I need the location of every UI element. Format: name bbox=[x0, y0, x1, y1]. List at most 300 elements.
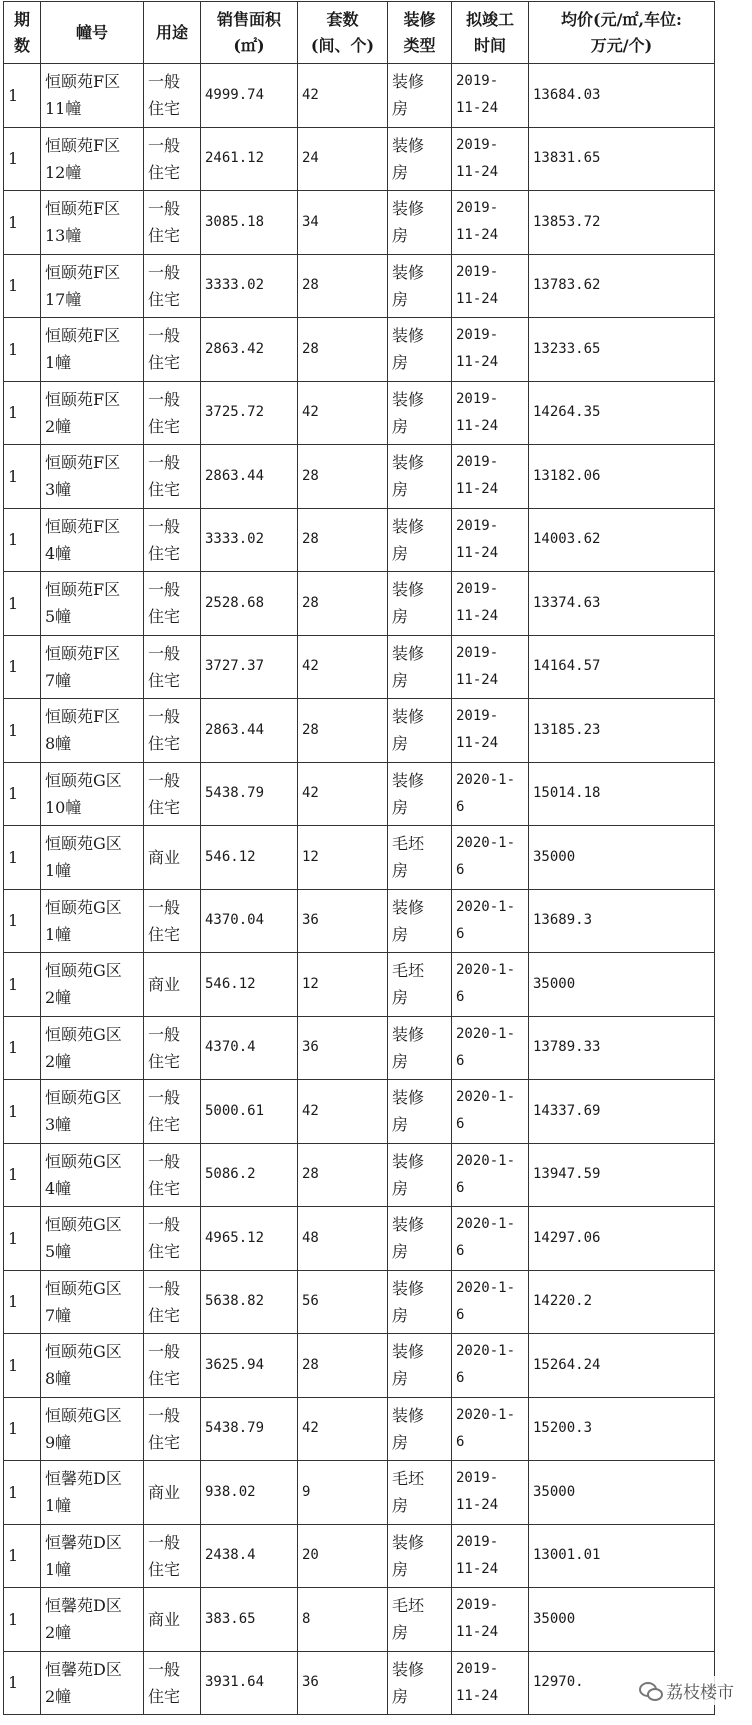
cell-decoration-text: 装修 bbox=[392, 72, 425, 92]
watermark bbox=[635, 1676, 738, 1705]
header-building bbox=[41, 2, 144, 64]
cell-phase-text: 1 bbox=[8, 1546, 19, 1566]
cell-usage-text: 一般 bbox=[148, 199, 181, 219]
cell-completion-text: 2019- bbox=[456, 644, 499, 661]
cell-avg-price bbox=[529, 826, 715, 890]
cell-decoration-text: 毛坯 bbox=[392, 834, 425, 854]
cell-usage bbox=[144, 1524, 201, 1588]
cell-completion-text: 2019- bbox=[456, 73, 499, 90]
cell-decoration bbox=[388, 1651, 452, 1715]
cell-units-text: 42 bbox=[302, 785, 319, 802]
cell-area bbox=[201, 1080, 298, 1144]
cell-building bbox=[41, 762, 144, 826]
cell-units-text: 36 bbox=[302, 1039, 319, 1056]
cell-area-text: 4999.74 bbox=[205, 86, 265, 103]
cell-usage bbox=[144, 889, 201, 953]
cell-avg-price-text: 13853.72 bbox=[533, 213, 601, 230]
cell-avg-price bbox=[529, 1524, 715, 1588]
cell-avg-price bbox=[529, 1270, 715, 1334]
cell-completion bbox=[452, 254, 529, 318]
cell-building-text: 2幢 bbox=[45, 1051, 72, 1071]
cell-usage-text: 住宅 bbox=[148, 1051, 181, 1071]
cell-building-text: 恒颐苑G区 bbox=[45, 1405, 122, 1425]
cell-units bbox=[298, 1588, 388, 1652]
table-row bbox=[4, 1016, 715, 1080]
cell-building bbox=[41, 1524, 144, 1588]
cell-decoration-text: 房 bbox=[392, 1559, 409, 1579]
cell-units-text: 24 bbox=[302, 150, 319, 167]
cell-completion bbox=[452, 1461, 529, 1525]
cell-phase-text: 1 bbox=[8, 974, 19, 994]
cell-building-text: 恒颐苑F区 bbox=[45, 643, 121, 663]
cell-building bbox=[41, 1270, 144, 1334]
cell-building bbox=[41, 1334, 144, 1398]
cell-area-text: 3333.02 bbox=[205, 531, 265, 548]
header-decoration bbox=[388, 2, 452, 64]
cell-usage-text: 住宅 bbox=[148, 1178, 181, 1198]
cell-avg-price bbox=[529, 254, 715, 318]
cell-building-text: 5幢 bbox=[45, 1242, 72, 1262]
table-row bbox=[4, 826, 715, 890]
header-area bbox=[201, 2, 298, 64]
cell-usage-text: 住宅 bbox=[148, 607, 181, 627]
cell-usage-text: 商业 bbox=[148, 1482, 181, 1502]
table-row bbox=[4, 1143, 715, 1207]
cell-usage bbox=[144, 1143, 201, 1207]
cell-completion-text: 11-24 bbox=[456, 544, 499, 561]
cell-building-text: 恒馨苑D区 bbox=[45, 1469, 122, 1489]
cell-units-text: 42 bbox=[302, 1420, 319, 1437]
cell-phase-text: 1 bbox=[8, 339, 19, 359]
cell-decoration bbox=[388, 254, 452, 318]
cell-units bbox=[298, 1524, 388, 1588]
cell-completion-text: 6 bbox=[456, 925, 465, 942]
cell-decoration-text: 装修 bbox=[392, 1215, 425, 1235]
cell-decoration bbox=[388, 762, 452, 826]
cell-avg-price bbox=[529, 572, 715, 636]
table-body bbox=[4, 64, 715, 1715]
cell-units-text: 28 bbox=[302, 277, 319, 294]
cell-building bbox=[41, 1207, 144, 1271]
cell-usage-text: 住宅 bbox=[148, 924, 181, 944]
cell-completion-text: 6 bbox=[456, 1052, 465, 1069]
cell-phase bbox=[4, 1588, 41, 1652]
header-text: 期 bbox=[13, 9, 30, 29]
cell-units-text: 28 bbox=[302, 340, 319, 357]
cell-completion-text: 6 bbox=[456, 798, 465, 815]
cell-usage-text: 一般 bbox=[148, 1215, 181, 1235]
cell-avg-price bbox=[529, 381, 715, 445]
cell-area-text: 3333.02 bbox=[205, 277, 265, 294]
cell-completion-text: 6 bbox=[456, 1433, 465, 1450]
cell-avg-price bbox=[529, 1334, 715, 1398]
cell-area-text: 2863.44 bbox=[205, 467, 265, 484]
cell-completion-text: 2020-1- bbox=[456, 1279, 516, 1296]
cell-usage-text: 一般 bbox=[148, 262, 181, 282]
cell-usage-text: 住宅 bbox=[148, 416, 181, 436]
cell-building bbox=[41, 1651, 144, 1715]
cell-phase bbox=[4, 127, 41, 191]
cell-avg-price-text: 13684.03 bbox=[533, 86, 601, 103]
cell-phase bbox=[4, 1270, 41, 1334]
cell-units bbox=[298, 254, 388, 318]
cell-completion-text: 6 bbox=[456, 1116, 465, 1133]
cell-decoration-text: 装修 bbox=[392, 897, 425, 917]
cell-usage-text: 一般 bbox=[148, 1342, 181, 1362]
cell-building-text: 恒颐苑G区 bbox=[45, 1088, 122, 1108]
cell-usage-text: 一般 bbox=[148, 1024, 181, 1044]
cell-avg-price bbox=[529, 508, 715, 572]
cell-phase bbox=[4, 508, 41, 572]
cell-area-text: 383.65 bbox=[205, 1610, 256, 1627]
cell-building-text: 恒颐苑F区 bbox=[45, 516, 121, 536]
cell-decoration-text: 房 bbox=[392, 1115, 409, 1135]
cell-decoration-text: 装修 bbox=[392, 135, 425, 155]
cell-decoration-text: 毛坯 bbox=[392, 1596, 425, 1616]
cell-completion bbox=[452, 64, 529, 128]
cell-building-text: 9幢 bbox=[45, 1432, 72, 1452]
cell-completion-text: 11-24 bbox=[456, 417, 499, 434]
cell-completion-text: 11-24 bbox=[456, 1624, 499, 1641]
header-usage bbox=[144, 2, 201, 64]
cell-building bbox=[41, 572, 144, 636]
cell-area bbox=[201, 381, 298, 445]
cell-decoration bbox=[388, 1524, 452, 1588]
cell-area bbox=[201, 889, 298, 953]
cell-units-text: 36 bbox=[302, 1674, 319, 1691]
cell-building bbox=[41, 508, 144, 572]
cell-avg-price-text: 14264.35 bbox=[533, 404, 601, 421]
cell-avg-price bbox=[529, 762, 715, 826]
cell-decoration-text: 装修 bbox=[392, 1659, 425, 1679]
cell-units bbox=[298, 127, 388, 191]
cell-usage bbox=[144, 127, 201, 191]
header-text: 类型 bbox=[403, 35, 436, 55]
cell-building-text: 12幢 bbox=[45, 162, 82, 182]
cell-phase-text: 1 bbox=[8, 1292, 19, 1312]
cell-usage-text: 住宅 bbox=[148, 289, 181, 309]
cell-avg-price-text: 35000 bbox=[533, 1610, 576, 1627]
cell-units bbox=[298, 953, 388, 1017]
cell-phase bbox=[4, 254, 41, 318]
cell-decoration-text: 装修 bbox=[392, 1342, 425, 1362]
cell-avg-price-text: 13185.23 bbox=[533, 721, 601, 738]
wechat-icon bbox=[639, 1682, 661, 1700]
cell-area bbox=[201, 127, 298, 191]
cell-phase bbox=[4, 191, 41, 255]
cell-phase bbox=[4, 445, 41, 509]
cell-building-text: 1幢 bbox=[45, 353, 72, 373]
cell-area bbox=[201, 953, 298, 1017]
cell-usage-text: 住宅 bbox=[148, 1115, 181, 1135]
cell-completion-text: 11-24 bbox=[456, 735, 499, 752]
header-text: (㎡) bbox=[233, 35, 265, 55]
cell-usage-text: 一般 bbox=[148, 516, 181, 536]
cell-phase bbox=[4, 1016, 41, 1080]
cell-units bbox=[298, 699, 388, 763]
cell-decoration-text: 房 bbox=[392, 99, 409, 119]
cell-building bbox=[41, 1143, 144, 1207]
cell-decoration-text: 房 bbox=[392, 1178, 409, 1198]
table-row bbox=[4, 381, 715, 445]
cell-area bbox=[201, 1397, 298, 1461]
cell-avg-price-text: 13001.01 bbox=[533, 1547, 601, 1564]
cell-area-text: 5638.82 bbox=[205, 1293, 265, 1310]
cell-phase bbox=[4, 1334, 41, 1398]
cell-units-text: 28 bbox=[302, 531, 319, 548]
cell-decoration bbox=[388, 318, 452, 382]
cell-decoration-text: 装修 bbox=[392, 326, 425, 346]
cell-units-text: 42 bbox=[302, 86, 319, 103]
cell-decoration-text: 房 bbox=[392, 543, 409, 563]
cell-building-text: 5幢 bbox=[45, 607, 72, 627]
cell-building bbox=[41, 1016, 144, 1080]
cell-building-text: 恒颐苑F区 bbox=[45, 326, 121, 346]
cell-completion-text: 6 bbox=[456, 1243, 465, 1260]
cell-decoration bbox=[388, 1080, 452, 1144]
cell-avg-price-text: 35000 bbox=[533, 1483, 576, 1500]
cell-completion-text: 2020-1- bbox=[456, 771, 516, 788]
cell-avg-price-text: 14337.69 bbox=[533, 1102, 601, 1119]
cell-completion-text: 2019- bbox=[456, 517, 499, 534]
cell-units bbox=[298, 1270, 388, 1334]
cell-usage-text: 一般 bbox=[148, 326, 181, 346]
cell-building bbox=[41, 445, 144, 509]
table-row bbox=[4, 1080, 715, 1144]
cell-building-text: 1幢 bbox=[45, 924, 72, 944]
cell-units-text: 20 bbox=[302, 1547, 319, 1564]
cell-area-text: 4370.04 bbox=[205, 912, 265, 929]
cell-completion bbox=[452, 1270, 529, 1334]
cell-decoration-text: 房 bbox=[392, 1686, 409, 1706]
cell-units-text: 9 bbox=[302, 1483, 311, 1500]
cell-avg-price-text: 12970. bbox=[533, 1674, 584, 1691]
cell-building bbox=[41, 635, 144, 699]
cell-phase bbox=[4, 889, 41, 953]
cell-usage-text: 一般 bbox=[148, 453, 181, 473]
cell-area bbox=[201, 572, 298, 636]
cell-completion-text: 2020-1- bbox=[456, 835, 516, 852]
cell-decoration-text: 房 bbox=[392, 416, 409, 436]
cell-completion-text: 11-24 bbox=[456, 290, 499, 307]
cell-area-text: 3727.37 bbox=[205, 658, 265, 675]
cell-decoration-text: 装修 bbox=[392, 1024, 425, 1044]
cell-area-text: 938.02 bbox=[205, 1483, 256, 1500]
cell-units-text: 28 bbox=[302, 721, 319, 738]
cell-avg-price-text: 14297.06 bbox=[533, 1229, 601, 1246]
cell-avg-price bbox=[529, 1461, 715, 1525]
cell-decoration bbox=[388, 1207, 452, 1271]
cell-units bbox=[298, 1397, 388, 1461]
table-row bbox=[4, 445, 715, 509]
cell-avg-price-text: 35000 bbox=[533, 848, 576, 865]
cell-phase-text: 1 bbox=[8, 847, 19, 867]
cell-phase bbox=[4, 572, 41, 636]
header-text: 时间 bbox=[473, 35, 506, 55]
cell-decoration-text: 装修 bbox=[392, 1151, 425, 1171]
cell-completion-text: 2020-1- bbox=[456, 1406, 516, 1423]
cell-area-text: 2528.68 bbox=[205, 594, 265, 611]
cell-avg-price-text: 13831.65 bbox=[533, 150, 601, 167]
cell-usage-text: 一般 bbox=[148, 1151, 181, 1171]
cell-decoration-text: 装修 bbox=[392, 453, 425, 473]
cell-units bbox=[298, 1080, 388, 1144]
cell-completion bbox=[452, 1080, 529, 1144]
cell-usage-text: 一般 bbox=[148, 135, 181, 155]
cell-usage-text: 住宅 bbox=[148, 1686, 181, 1706]
cell-decoration bbox=[388, 127, 452, 191]
cell-completion-text: 2019- bbox=[456, 1660, 499, 1677]
cell-decoration-text: 装修 bbox=[392, 1278, 425, 1298]
cell-phase-text: 1 bbox=[8, 276, 19, 296]
cell-usage bbox=[144, 254, 201, 318]
cell-area bbox=[201, 254, 298, 318]
cell-decoration-text: 房 bbox=[392, 670, 409, 690]
cell-completion-text: 2019- bbox=[456, 581, 499, 598]
cell-units-text: 28 bbox=[302, 1166, 319, 1183]
cell-building-text: 恒颐苑G区 bbox=[45, 1024, 122, 1044]
cell-decoration bbox=[388, 699, 452, 763]
cell-avg-price bbox=[529, 1588, 715, 1652]
cell-avg-price-text: 13374.63 bbox=[533, 594, 601, 611]
cell-usage bbox=[144, 381, 201, 445]
cell-units bbox=[298, 1651, 388, 1715]
cell-avg-price bbox=[529, 1016, 715, 1080]
cell-area-text: 3931.64 bbox=[205, 1674, 265, 1691]
cell-completion-text: 6 bbox=[456, 862, 465, 879]
cell-phase-text: 1 bbox=[8, 85, 19, 105]
cell-completion-text: 11-24 bbox=[456, 163, 499, 180]
cell-completion-text: 2019- bbox=[456, 390, 499, 407]
cell-decoration bbox=[388, 1461, 452, 1525]
cell-completion bbox=[452, 1143, 529, 1207]
cell-usage bbox=[144, 826, 201, 890]
cell-avg-price bbox=[529, 1080, 715, 1144]
cell-phase-text: 1 bbox=[8, 593, 19, 613]
cell-phase-text: 1 bbox=[8, 149, 19, 169]
cell-area-text: 2461.12 bbox=[205, 150, 265, 167]
cell-completion bbox=[452, 1016, 529, 1080]
cell-completion-text: 6 bbox=[456, 1370, 465, 1387]
cell-area-text: 2438.4 bbox=[205, 1547, 256, 1564]
cell-area-text: 3625.94 bbox=[205, 1356, 265, 1373]
cell-phase-text: 1 bbox=[8, 720, 19, 740]
cell-usage bbox=[144, 1080, 201, 1144]
cell-decoration-text: 装修 bbox=[392, 1532, 425, 1552]
cell-completion-text: 11-24 bbox=[456, 100, 499, 117]
cell-decoration-text: 房 bbox=[392, 226, 409, 246]
cell-usage-text: 住宅 bbox=[148, 226, 181, 246]
cell-avg-price-text: 15264.24 bbox=[533, 1356, 601, 1373]
cell-units-text: 42 bbox=[302, 404, 319, 421]
table-row bbox=[4, 1397, 715, 1461]
header-text: 用途 bbox=[155, 22, 188, 42]
cell-completion-text: 2019- bbox=[456, 136, 499, 153]
cell-building-text: 2幢 bbox=[45, 416, 72, 436]
cell-completion-text: 2019- bbox=[456, 1597, 499, 1614]
cell-decoration-text: 房 bbox=[392, 607, 409, 627]
cell-usage-text: 住宅 bbox=[148, 1305, 181, 1325]
cell-area bbox=[201, 1651, 298, 1715]
cell-phase bbox=[4, 64, 41, 128]
cell-building-text: 1幢 bbox=[45, 1496, 72, 1516]
cell-building-text: 恒颐苑F区 bbox=[45, 72, 121, 92]
cell-units-text: 42 bbox=[302, 1102, 319, 1119]
cell-units bbox=[298, 318, 388, 382]
cell-area-text: 5438.79 bbox=[205, 785, 265, 802]
cell-units-text: 42 bbox=[302, 658, 319, 675]
cell-usage bbox=[144, 699, 201, 763]
table-row bbox=[4, 762, 715, 826]
cell-completion bbox=[452, 1207, 529, 1271]
cell-completion bbox=[452, 318, 529, 382]
cell-decoration-text: 房 bbox=[392, 1242, 409, 1262]
header-text: 装修 bbox=[403, 9, 436, 29]
cell-usage-text: 住宅 bbox=[148, 734, 181, 754]
cell-avg-price bbox=[529, 1397, 715, 1461]
cell-decoration-text: 装修 bbox=[392, 1088, 425, 1108]
cell-area bbox=[201, 1016, 298, 1080]
cell-completion-text: 2020-1- bbox=[456, 898, 516, 915]
cell-completion-text: 2020-1- bbox=[456, 1089, 516, 1106]
header-units bbox=[298, 2, 388, 64]
cell-building-text: 恒颐苑F区 bbox=[45, 453, 121, 473]
cell-usage bbox=[144, 445, 201, 509]
cell-completion bbox=[452, 1334, 529, 1398]
cell-phase bbox=[4, 762, 41, 826]
cell-usage bbox=[144, 635, 201, 699]
cell-area bbox=[201, 1461, 298, 1525]
cell-completion-text: 11-24 bbox=[456, 481, 499, 498]
cell-avg-price-text: 14220.2 bbox=[533, 1293, 593, 1310]
cell-completion bbox=[452, 1397, 529, 1461]
cell-building-text: 恒颐苑F区 bbox=[45, 580, 121, 600]
cell-usage bbox=[144, 508, 201, 572]
cell-avg-price bbox=[529, 127, 715, 191]
cell-units bbox=[298, 445, 388, 509]
cell-usage bbox=[144, 1334, 201, 1398]
cell-building-text: 恒颐苑G区 bbox=[45, 770, 122, 790]
table-row bbox=[4, 508, 715, 572]
cell-completion bbox=[452, 127, 529, 191]
header-text: 套数 bbox=[326, 9, 359, 29]
cell-phase bbox=[4, 1207, 41, 1271]
cell-building-text: 恒颐苑G区 bbox=[45, 961, 122, 981]
cell-units bbox=[298, 889, 388, 953]
cell-phase bbox=[4, 1524, 41, 1588]
cell-units bbox=[298, 635, 388, 699]
cell-completion-text: 11-24 bbox=[456, 1560, 499, 1577]
cell-usage bbox=[144, 1270, 201, 1334]
cell-usage-text: 住宅 bbox=[148, 797, 181, 817]
cell-phase-text: 1 bbox=[8, 1482, 19, 1502]
cell-units bbox=[298, 572, 388, 636]
cell-building-text: 13幢 bbox=[45, 226, 82, 246]
cell-decoration-text: 房 bbox=[392, 734, 409, 754]
cell-phase bbox=[4, 953, 41, 1017]
cell-avg-price-text: 35000 bbox=[533, 975, 576, 992]
table-row bbox=[4, 889, 715, 953]
cell-building-text: 2幢 bbox=[45, 1623, 72, 1643]
cell-building bbox=[41, 889, 144, 953]
cell-decoration-text: 房 bbox=[392, 1369, 409, 1389]
header-text: 幢号 bbox=[75, 22, 108, 42]
cell-decoration-text: 房 bbox=[392, 861, 409, 881]
cell-area bbox=[201, 635, 298, 699]
table-row bbox=[4, 1270, 715, 1334]
cell-units bbox=[298, 508, 388, 572]
cell-completion bbox=[452, 953, 529, 1017]
